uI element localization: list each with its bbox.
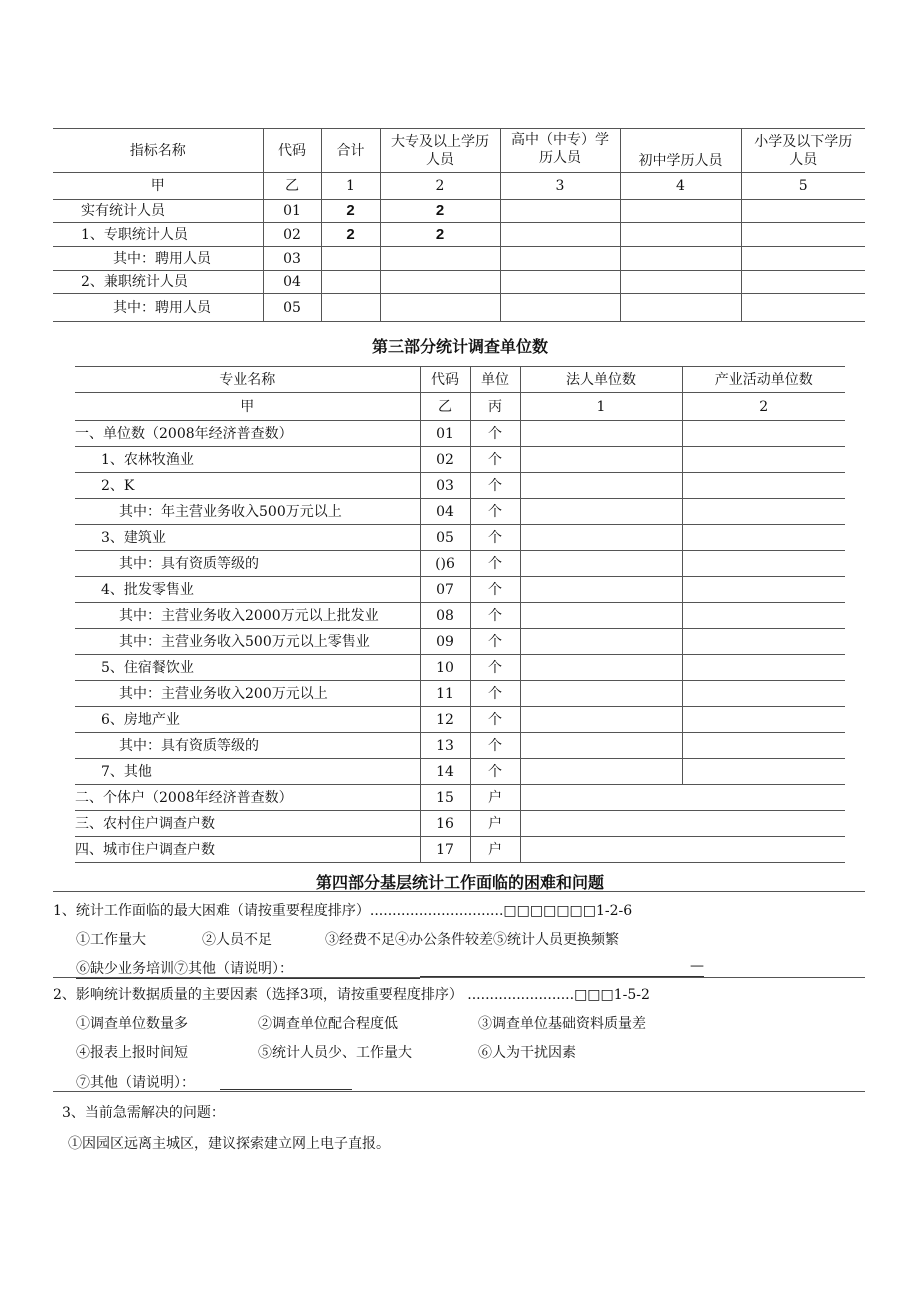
empty-cell: [682, 603, 845, 629]
specialty-name: 四、城市住户调查户数: [75, 837, 420, 863]
header-cell: 产业活动单位数: [682, 367, 845, 393]
table-row: [75, 551, 845, 577]
empty-cell: [741, 271, 865, 294]
table-row: [75, 837, 845, 863]
index-row: [53, 173, 865, 200]
q1-other-input[interactable]: [420, 958, 704, 977]
code-cell: 03: [263, 247, 321, 271]
table-row: [75, 603, 845, 629]
specialty-name: 其中：具有资质等级的: [75, 733, 420, 759]
empty-cell: [500, 271, 620, 294]
code-cell: 01: [263, 200, 321, 223]
header-cell: [500, 129, 620, 173]
header-cell: 初中学历人员: [620, 129, 741, 173]
section3-title: 第三部分统计调查单位数: [371, 337, 548, 356]
empty-cell: [520, 655, 682, 681]
unit-cell: 个: [470, 421, 520, 447]
empty-cell: [741, 223, 865, 247]
empty-cell: [682, 707, 845, 733]
table-row: [75, 759, 845, 785]
code-cell: 08: [420, 603, 470, 629]
college-cell: 2: [380, 200, 500, 223]
specialty-name: 二、个体户（2008年经济普查数）: [75, 785, 420, 811]
unit-cell: 个: [470, 525, 520, 551]
empty-cell: [520, 811, 845, 837]
empty-cell: [620, 247, 741, 271]
code-cell: 16: [420, 811, 470, 837]
code-cell: 17: [420, 837, 470, 863]
header-cell: [380, 129, 500, 173]
table-cell: 2: [682, 393, 845, 421]
specialty-name: 其中：主营业务收入2000万元以上批发业: [75, 603, 420, 629]
specialty-name: 4、批发零售业: [75, 577, 420, 603]
unit-cell: 个: [470, 551, 520, 577]
specialty-name: 2、K: [75, 473, 420, 499]
table-cell: 乙: [263, 173, 321, 200]
code-cell: 05: [263, 294, 321, 322]
code-cell: 11: [420, 681, 470, 707]
header-line: 人员: [426, 151, 454, 168]
code-cell: 10: [420, 655, 470, 681]
header-row: [75, 367, 845, 393]
header-cell: 指标名称: [53, 129, 263, 173]
unit-cell: 个: [470, 473, 520, 499]
empty-cell: [520, 837, 845, 863]
college-cell: [380, 294, 500, 322]
college-cell: 2: [380, 223, 500, 247]
total-cell: [321, 271, 380, 294]
unit-cell: 个: [470, 707, 520, 733]
header-line: 高中（中专）学: [511, 132, 609, 148]
college-cell: [380, 271, 500, 294]
q1-other: [76, 958, 420, 979]
table-row: [53, 271, 865, 294]
q2-option-5: ⑤统计人员少、工作量大: [258, 1045, 412, 1061]
unit-cell: 户: [470, 785, 520, 811]
empty-cell: [520, 629, 682, 655]
code-cell: 02: [420, 447, 470, 473]
total-cell: 2: [321, 223, 380, 247]
unit-cell: 个: [470, 447, 520, 473]
table-cell: 1: [520, 393, 682, 421]
q2-option-2: ②调查单位配合程度低: [258, 1016, 398, 1032]
code-cell: ()6: [420, 551, 470, 577]
total-cell: [321, 294, 380, 322]
specialty-name: 其中：主营业务收入200万元以上: [75, 681, 420, 707]
question-1: 1、统计工作面临的最大困难（请按重要程度排序）..............................□□□□□□□1-2-6: [53, 903, 633, 919]
table-row: [53, 294, 865, 322]
specialty-name: 1、农林牧渔业: [75, 447, 420, 473]
table-cell: 3: [500, 173, 620, 200]
table-cell: 5: [741, 173, 865, 200]
header-line: 人员: [789, 151, 818, 168]
specialty-name: 7、其他: [75, 759, 420, 785]
table-row: [53, 247, 865, 271]
empty-cell: [500, 223, 620, 247]
table-row: [75, 473, 845, 499]
table-row: [75, 525, 845, 551]
empty-cell: [620, 200, 741, 223]
empty-cell: [682, 447, 845, 473]
empty-cell: [520, 473, 682, 499]
table-row: [75, 811, 845, 837]
empty-cell: [682, 551, 845, 577]
table-row: [53, 200, 865, 223]
indicator-name: 2、兼职统计人员: [53, 271, 263, 294]
indicator-name: 1、专职统计人员: [53, 223, 263, 247]
table-row: [75, 421, 845, 447]
code-cell: 14: [420, 759, 470, 785]
table-row: [75, 785, 845, 811]
unit-cell: 个: [470, 629, 520, 655]
specialty-name: 一、单位数（2008年经济普查数）: [75, 421, 420, 447]
q1-other-label: ⑥缺少业务培训⑦其他（请说明）：: [76, 961, 293, 977]
empty-cell: [682, 525, 845, 551]
empty-cell: [741, 294, 865, 322]
empty-cell: [520, 551, 682, 577]
table-cell: 甲: [53, 173, 263, 200]
header-cell: 代码: [420, 367, 470, 393]
table-row: [75, 629, 845, 655]
table-row: [75, 733, 845, 759]
empty-cell: [682, 473, 845, 499]
divider: [53, 977, 865, 978]
table-row: [75, 577, 845, 603]
header-cell: 单位: [470, 367, 520, 393]
q3-answer: ①因园区远离主城区，建议探索建立网上电子直报。: [68, 1136, 390, 1152]
code-cell: 04: [263, 271, 321, 294]
table-row: [75, 447, 845, 473]
empty-cell: [500, 247, 620, 271]
unit-cell: 个: [470, 681, 520, 707]
header-line: 小学及以下学历: [754, 133, 853, 150]
code-cell: 03: [420, 473, 470, 499]
specialty-name: 3、建筑业: [75, 525, 420, 551]
code-cell: 01: [420, 421, 470, 447]
code-cell: 07: [420, 577, 470, 603]
table-row: [75, 707, 845, 733]
q2-option-4: ④报表上报时间短: [76, 1045, 188, 1061]
header-cell: 法人单位数: [520, 367, 682, 393]
code-cell: 12: [420, 707, 470, 733]
empty-cell: [520, 681, 682, 707]
question-3: 3、当前急需解决的问题：: [62, 1105, 225, 1121]
question-2: 2、影响统计数据质量的主要因素（选择3项，请按重要程度排序） ........................□□□1-5-2: [53, 987, 650, 1003]
empty-cell: [682, 421, 845, 447]
unit-cell: 个: [470, 499, 520, 525]
specialty-name: 其中：主营业务收入500万元以上零售业: [75, 629, 420, 655]
empty-cell: [520, 733, 682, 759]
empty-cell: [682, 577, 845, 603]
q2-other-label: ⑦其他（请说明）：: [76, 1075, 195, 1091]
survey-units-table: [75, 366, 845, 863]
specialty-name: 其中：具有资质等级的: [75, 551, 420, 577]
indicator-name: 实有统计人员: [53, 200, 263, 223]
empty-cell: [682, 629, 845, 655]
code-cell: 05: [420, 525, 470, 551]
table-cell: 4: [620, 173, 741, 200]
table-row: [75, 681, 845, 707]
empty-cell: [620, 271, 741, 294]
code-cell: 04: [420, 499, 470, 525]
header-cell: [741, 129, 865, 173]
empty-cell: [682, 681, 845, 707]
table-cell: 1: [321, 173, 380, 200]
code-cell: 09: [420, 629, 470, 655]
empty-cell: [520, 499, 682, 525]
unit-cell: 个: [470, 759, 520, 785]
q2-option-6: ⑥人为干扰因素: [478, 1045, 576, 1061]
unit-cell: 个: [470, 577, 520, 603]
empty-cell: [520, 785, 845, 811]
indicator-name: 其中：聘用人员: [53, 294, 263, 322]
empty-cell: [500, 200, 620, 223]
q1-option-1: ①工作量大: [76, 932, 146, 948]
table-row: [53, 223, 865, 247]
empty-cell: [620, 223, 741, 247]
code-cell: 15: [420, 785, 470, 811]
empty-cell: [682, 733, 845, 759]
empty-cell: [520, 421, 682, 447]
table-cell: 乙: [420, 393, 470, 421]
table-row: [75, 655, 845, 681]
unit-cell: 户: [470, 837, 520, 863]
table-row: [75, 499, 845, 525]
total-cell: [321, 247, 380, 271]
q2-other-input[interactable]: [220, 1072, 352, 1090]
empty-cell: [620, 294, 741, 322]
header-cell: 代码: [263, 129, 321, 173]
indicator-name: 其中：聘用人员: [53, 247, 263, 271]
empty-cell: [500, 294, 620, 322]
unit-cell: 个: [470, 655, 520, 681]
empty-cell: [520, 447, 682, 473]
specialty-name: 6、房地产业: [75, 707, 420, 733]
empty-cell: [741, 200, 865, 223]
header-line: 大专及以上学历: [391, 133, 489, 150]
header-cell: 专业名称: [75, 367, 420, 393]
index-row: [75, 393, 845, 421]
header-row: [53, 129, 865, 173]
specialty-name: 三、农村住户调查户数: [75, 811, 420, 837]
unit-cell: 个: [470, 733, 520, 759]
college-cell: [380, 247, 500, 271]
unit-cell: 户: [470, 811, 520, 837]
empty-cell: [520, 603, 682, 629]
q2-option-1: ①调查单位数量多: [76, 1016, 188, 1032]
empty-cell: [520, 525, 682, 551]
divider: [53, 891, 865, 892]
empty-cell: [520, 577, 682, 603]
divider: [53, 1091, 865, 1092]
specialty-name: 5、住宿餐饮业: [75, 655, 420, 681]
table-cell: 丙: [470, 393, 520, 421]
q1-dash: —: [690, 958, 704, 974]
q1-option-2: ②人员不足: [202, 932, 272, 948]
total-cell: 2: [321, 200, 380, 223]
section4-title: 第四部分基层统计工作面临的困难和问题: [315, 873, 604, 892]
header-cell: 合计: [321, 129, 380, 173]
empty-cell: [741, 247, 865, 271]
code-cell: 13: [420, 733, 470, 759]
header-line: 历人员: [539, 150, 581, 166]
empty-cell: [682, 759, 845, 785]
q2-option-3: ③调查单位基础资料质量差: [478, 1016, 646, 1032]
empty-cell: [682, 655, 845, 681]
q1-option-3-5: ③经费不足④办公条件较差⑤统计人员更换频繁: [325, 932, 619, 948]
table-cell: 2: [380, 173, 500, 200]
empty-cell: [520, 707, 682, 733]
table-cell: 甲: [75, 393, 420, 421]
empty-cell: [520, 759, 682, 785]
staff-education-table: [53, 128, 865, 322]
specialty-name: 其中：年主营业务收入500万元以上: [75, 499, 420, 525]
code-cell: 02: [263, 223, 321, 247]
empty-cell: [682, 499, 845, 525]
unit-cell: 个: [470, 603, 520, 629]
